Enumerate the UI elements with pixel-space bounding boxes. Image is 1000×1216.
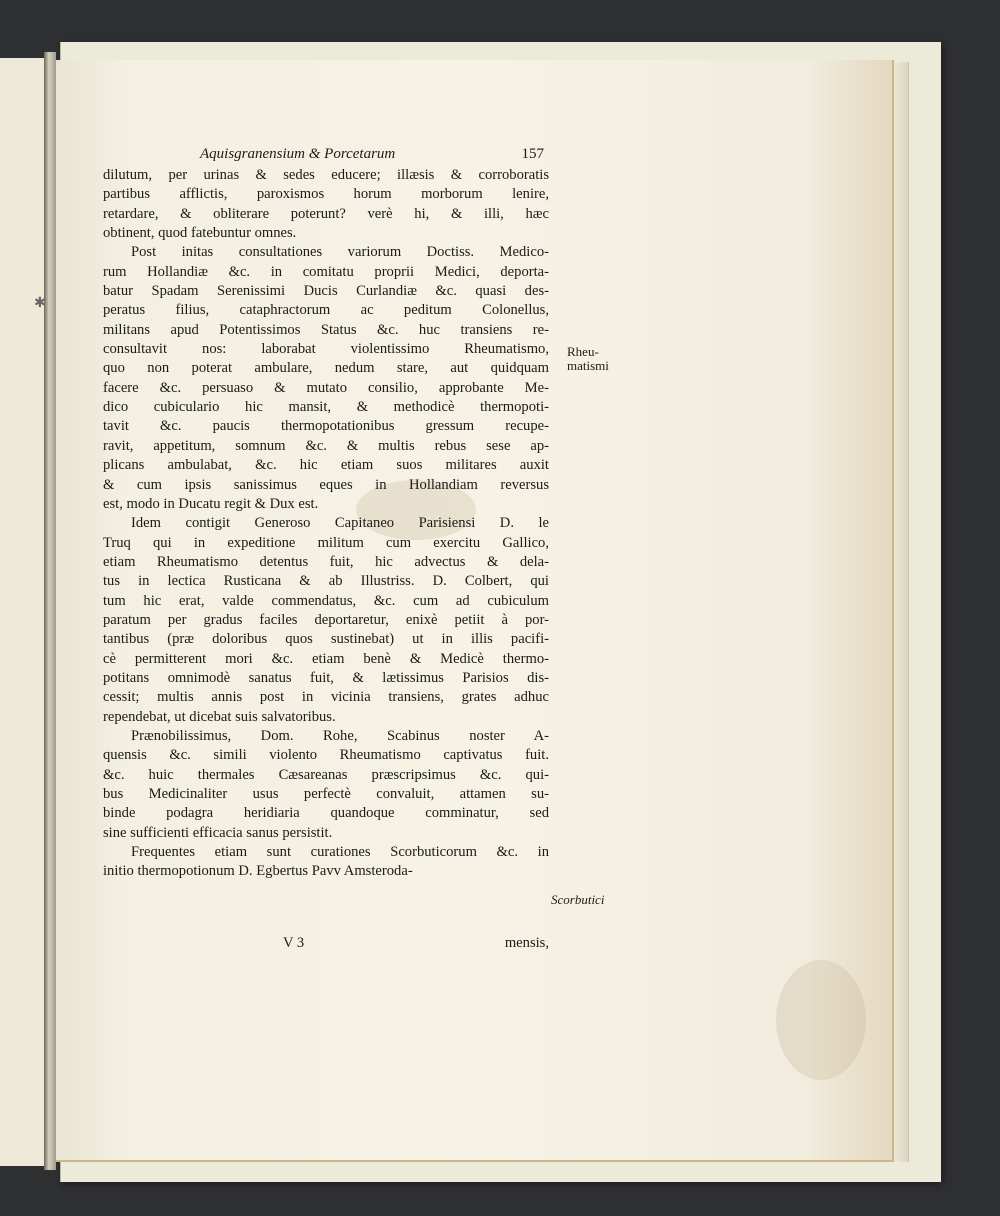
catchword: mensis, [504, 935, 549, 951]
text-line: initio thermopotionum D. Egbertus Pavv Amsteroda- [103, 863, 413, 880]
text-line: bus Medicinaliter usus perfectè convaluit, attamen su- [103, 786, 549, 802]
signature-mark: V 3 [283, 935, 305, 951]
text-line: rum Hollandiæ &c. in comitatu proprii Medici, deporta- [103, 263, 549, 280]
text-line: ravit, appetitum, somnum &c. & multis rebus sese ap- [103, 437, 549, 454]
text-line: rependebat, ut dicebat suis salvatoribus. [103, 708, 336, 725]
text-line: paratum per gradus faciles deportaretur, enixè petiit à por- [103, 611, 549, 628]
text-line: batur Spadam Serenissimi Ducis Curlandiæ &c. quasi des- [103, 283, 549, 300]
text-line: Frequentes etiam sunt curationes Scorbuticorum &c. in [131, 844, 549, 861]
text-line: tavit &c. paucis thermopotationibus gressum recupe- [103, 418, 549, 435]
text-line: Prænobilissimus, Dom. Rohe, Scabinus noster A- [131, 727, 549, 744]
text-line: retardare, & obliterare poterunt? verè hi, & illi, hæc [103, 205, 549, 222]
text-line: est, modo in Ducatu regit & Dux est. [103, 495, 319, 512]
text-line: Post initas consultationes variorum Doctiss. Medico- [131, 244, 549, 261]
book-binding [44, 52, 56, 1170]
page-body-text [103, 166, 549, 882]
margin-note-rheumatismi [567, 345, 609, 373]
running-head-title: Aquisgranensium & Porcetarum [200, 146, 396, 162]
text-line: dilutum, per urinas & sedes educere; illæsis & corroboratis [103, 167, 549, 183]
signature-line [103, 934, 549, 953]
text-line: Idem contigit Generoso Capitaneo Parisiensi D. le [131, 515, 549, 532]
paper-stain [776, 960, 866, 1080]
page-number: 157 [521, 146, 544, 162]
text-line: obtinent, quod fatebuntur omnes. [103, 225, 297, 242]
text-line: consultavit nos: laborabat violentissimo Rheumatismo, [103, 341, 549, 358]
text-line: potitans omnimodè sanatus fuit, & lætissimus Parisios dis- [103, 669, 549, 686]
text-line: quo non poterat ambulare, nedum stare, aut quidquam [103, 360, 549, 377]
text-line: & cum ipsis sanissimus eques in Hollandiam reversus [103, 476, 549, 493]
margin-note-line: Rheu- [567, 344, 599, 359]
text-line: peratus filius, cataphractorum ac peditum Colonellus, [103, 302, 549, 319]
text-line: militans apud Potentissimos Status &c. huc transiens re- [103, 321, 549, 338]
margin-note-line: matismi [567, 358, 609, 373]
text-line: partibus afflictis, paroxismos horum morborum lenire, [103, 186, 549, 203]
text-line: binde podagra heridiaria quandoque comminatur, sed [103, 805, 549, 822]
text-line: tantibus (præ doloribus quos sustinebat) ut in illis pacifi- [103, 631, 549, 648]
text-line: plicans ambulabat, &c. hic etiam suos militares auxit [103, 457, 549, 474]
margin-note-scorbutici: Scorbutici [551, 892, 605, 907]
text-line: facere &c. persuaso & mutato consilio, approbante Me- [103, 379, 549, 396]
text-line: sine sufficienti efficacia sanus persistit. [103, 824, 333, 841]
text-line: &c. huic thermales Cæsareanas præscripsimus &c. qui- [103, 766, 549, 783]
text-line: tus in lectica Rusticana & ab Illustriss. D. Colbert, qui [103, 573, 549, 590]
text-line: tum hic erat, valde commendatus, &c. cum ad cubiculum [103, 592, 549, 609]
running-header [200, 146, 546, 166]
text-line: cessit; multis annis post in vicinia transiens, grates adhuc [103, 689, 549, 706]
text-line: quensis &c. simili violento Rheumatismo captivatus fuit. [103, 747, 549, 764]
text-line: Truq qui in expeditione militum cum exercitu Gallico, [103, 534, 549, 551]
text-line: dico cubiculario hic mansit, & methodicè thermopoti- [103, 399, 549, 416]
text-line: cè permitterent mori &c. etiam benè & Medicè thermo- [103, 650, 549, 667]
text-line: etiam Rheumatismo detentus fuit, hic advectus & dela- [103, 553, 549, 570]
